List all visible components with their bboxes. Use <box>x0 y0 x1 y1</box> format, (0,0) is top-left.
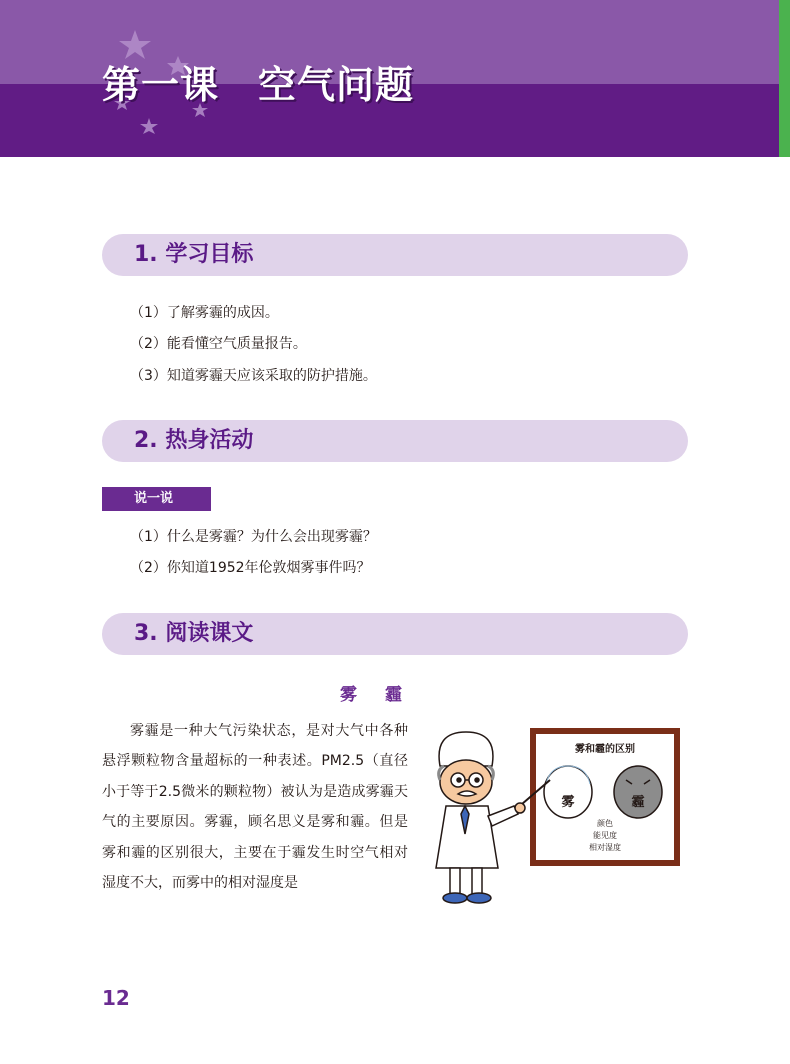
fog-cloud-icon <box>544 766 592 818</box>
board-title: 雾和霾的区别 <box>575 744 635 755</box>
doctor-board-illustration <box>418 722 688 912</box>
section-title: 1. 学习目标 <box>134 242 254 267</box>
article-body: 雾霾是一种大气污染状态，是对大气中各种悬浮颗粒物含量超标的一种表述。PM2.5（直径小于等于2.5微米的颗粒物）被认为是造成雾霾天气的主要原因。雾霾，顾名思义是雾和霾。但是雾和霾的区别很大，主要在于霾发生时空气相对湿度不大，而雾中的相对湿度是 <box>102 723 408 892</box>
banner-accent-strip <box>779 0 790 157</box>
board-note: 能见度 <box>593 831 617 840</box>
board-note: 相对湿度 <box>589 843 621 852</box>
list-item: （1）什么是雾霾？为什么会出现雾霾？ <box>130 529 377 545</box>
haze-cloud-icon <box>614 766 662 818</box>
section-header-warm-up <box>102 420 688 462</box>
lesson-banner <box>0 0 790 157</box>
lesson-title: 第一课 空气问题 <box>102 63 415 107</box>
section-header-learning-goals <box>102 234 688 276</box>
fog-label: 雾 <box>561 795 575 810</box>
list-item: （2）你知道1952年伦敦烟雾事件吗？ <box>130 560 371 576</box>
section-title: 3. 阅读课文 <box>134 621 254 646</box>
list-item: （3）知道雾霾天应该采取的防护措施。 <box>130 368 377 384</box>
discussion-tag: 说一说 <box>102 487 211 511</box>
list-item: （2）能看懂空气质量报告。 <box>130 336 307 352</box>
section-header-reading <box>102 613 688 655</box>
article-title: 雾霾 <box>340 685 430 705</box>
page-number: 12 <box>102 986 130 1010</box>
board-note: 颜色 <box>597 819 613 828</box>
haze-label: 霾 <box>631 795 645 810</box>
section-title: 2. 热身活动 <box>134 428 254 453</box>
list-item: （1）了解雾霾的成因。 <box>130 305 279 321</box>
